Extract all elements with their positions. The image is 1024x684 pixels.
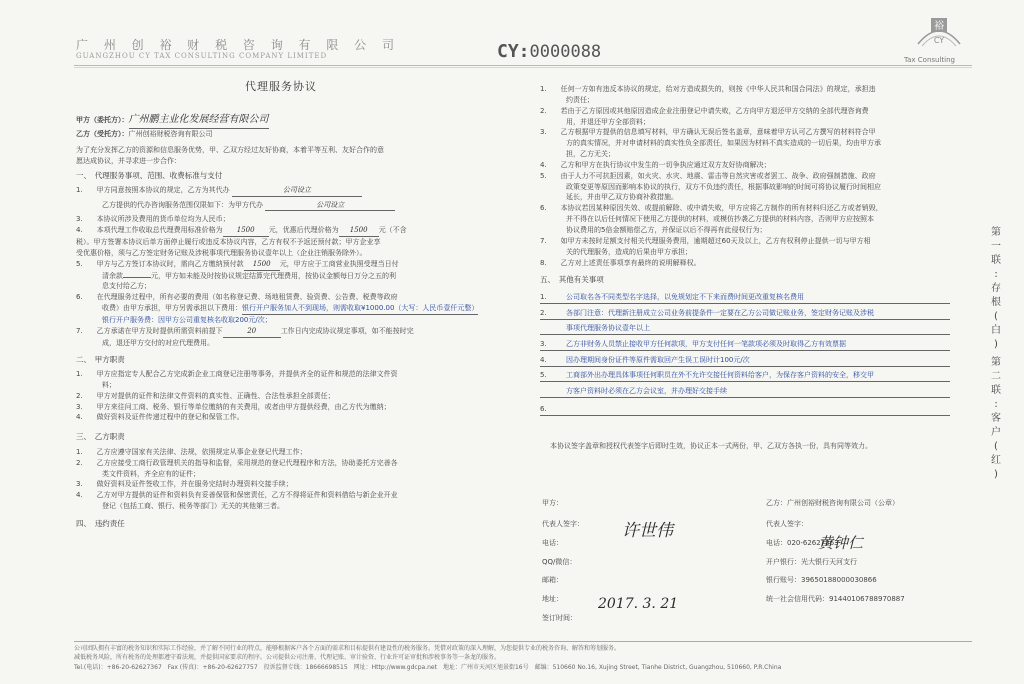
clause-1-4-a: 4. 本项代理工作收取总代理费用标准价格为	[76, 226, 223, 235]
side-char: 一	[991, 241, 1001, 252]
side-label-copy-1	[989, 226, 1003, 352]
party-b-label: 乙方（受托方）：	[76, 129, 129, 138]
clause-3-2-line-2: 类文件资料，齐全应有的证件；	[102, 469, 200, 478]
clause-5-6: 6.	[540, 404, 950, 416]
clause-5-2-text: 各部门注意：代理新注册成立公司业务前提条件一定要在乙方公司做记账业务，签定财务记账及涉税	[566, 308, 874, 317]
side-char: 第	[991, 357, 1001, 368]
logo-caption: Tax Consulting	[904, 56, 955, 64]
clause-1-5-hand: 1500	[244, 259, 280, 271]
footer-line-3: Tel.(电话)：+86-20-62627367 Fax (传真)：+86-20-62627757 投诉监督专线：18666698515 网址：Http://www.gdcpa.net 地址：广州市天河区旭景街16号 邮编：510660 No.16, Xujing Street, Tianhe District, Guangzhou, 510660, P.R.China	[74, 663, 782, 671]
clause-1-5-b: 元，甲方应于工商营业执照受理当日付	[279, 259, 399, 268]
party-b-value: 广州创裕财税咨询有限公司	[128, 129, 213, 138]
party-a-value: 广州鹏主业化发展经营有限公司	[129, 112, 269, 129]
clause-2-4: 4. 做好资料及证件传递过程中的登记和保管工作。	[76, 413, 244, 422]
qq-label: QQ/微信：	[542, 557, 577, 566]
clause-1-5-c: 清余款	[102, 271, 123, 280]
side-char: 存	[991, 283, 1001, 294]
clause-3-1: 1. 乙方应遵守国家有关法律、法规，依照规定从事企业登记代理工作；	[76, 447, 307, 456]
clause-4-6-line-3: 协议费用的5倍金额赔偿乙方，并保证以后不得再有此侵权行为；	[566, 225, 767, 234]
footer-line-1: 公司团队拥有丰富的税务知识和实际工作经验，并了解不同行业的特点，能够根据客户各个方面的需求和目标提供有建设性的税务服务。凭借对政策的深入理解，为您提供专业的税务咨询、解答和筹划服务。	[74, 645, 621, 652]
clause-1-4-c: 元（不含	[378, 226, 407, 235]
addr-label: 地址：	[542, 595, 563, 604]
date-label: 签订时间：	[542, 614, 577, 623]
clause-1-2-text: 乙方提供的代办咨询服务范围仅限如下：为甲方代办	[102, 200, 263, 209]
side-char: 户	[991, 427, 1001, 438]
clause-1-4-b: 元，优惠后代理价格为	[268, 226, 339, 235]
clause-1-5	[76, 259, 514, 271]
document-number	[497, 41, 601, 62]
clause-1-5-line-3: 息支付给乙方；	[102, 282, 151, 291]
mail-label: 邮箱：	[542, 576, 563, 585]
clause-3-3: 3. 做好资料及证件签收工作，并在服务完结时办理资料交接手续；	[76, 480, 293, 489]
intro-line-1: 为了充分发挥乙方的资源和信息服务优势，甲、乙双方经过友好协商，本着平等互利、友好合作的意	[76, 146, 384, 155]
clause-5-1-text: 公司取名各不同类型名字选择，以免规划定不下来而费时间更改重复核名费用	[566, 292, 804, 301]
side-char: 第	[991, 227, 1001, 238]
logo-glyph: 裕	[934, 21, 944, 32]
clause-5-5-line-2: 方客户资料时必须在乙方会议室，并办理好交接手续	[540, 386, 950, 398]
clause-1-2	[76, 200, 514, 212]
side-char: 联	[991, 385, 1001, 396]
clause-1-6: 6. 在代理服务过程中，所有必要的费用（如名称登记费、场地租赁费、验资费、公告费、税费等政府	[76, 293, 398, 302]
clause-1-4-line-3: 受优惠价格，须与乙方签定财务记账及涉税事项代理服务协议壹年以上（企业注销服务除外）。	[76, 248, 367, 257]
closing-statement: 本协议签字盖章和授权代表签字后即时生效，协议正本一式两份，甲、乙双方各执一份，具有同等效力。	[550, 442, 872, 451]
clause-3-4: 4. 乙方对甲方提供的证件和资料负有妥善保管和保密责任，乙方不得将证件和资料借给与新企业开业	[76, 491, 398, 500]
clause-1-2-hand: 公司设立	[265, 200, 395, 212]
clause-1-1-hand: 公司设立	[232, 185, 362, 197]
clause-1-4-hand-1: 1500	[223, 225, 269, 237]
clause-4-3-line-2: 方的真实情况，并对申请材料的真实性负全部责任，如果因为材料不真实造成的一切后果，均由甲方承	[566, 139, 881, 148]
company-name-en: GUANGZHOU CY TAX CONSULTING COMPANY LIMITED	[76, 52, 328, 60]
page-footer	[74, 641, 972, 672]
side-char: (	[994, 311, 998, 322]
clause-4-8: 8. 乙方对上述责任事项享有最终的说明解释权。	[540, 258, 701, 267]
header-rule-secondary	[74, 67, 972, 68]
side-char: 红	[991, 455, 1001, 466]
header-rule	[74, 65, 972, 66]
sig-b-label: 乙方：广州创裕财税咨询有限公司（公章）	[766, 499, 899, 507]
clause-5-5-text: 工商部外出办理具体事项任何职员在外不允许交接任何资料给客户，为保存客户资料的安全，移交甲	[566, 371, 874, 380]
clause-4-2-line-2: 用，并退还甲方全部资料；	[566, 117, 650, 126]
clause-1-7-hand: 20	[223, 326, 281, 338]
clause-1-6-line-3: 银行开户服务费：因甲方公司重复核名收取200元/次；	[102, 315, 272, 324]
side-char: 客	[991, 413, 1001, 424]
clause-1-6-line-2	[76, 303, 514, 315]
side-char: :	[994, 399, 998, 410]
clause-1-3: 3. 本协议所涉及费用的货币单位均为人民币；	[76, 215, 230, 224]
number-prefix: CY:	[497, 41, 530, 62]
signature-party-b	[766, 498, 972, 605]
side-char: :	[994, 269, 998, 280]
rep-a-label: 代表人签字：	[542, 519, 584, 528]
tel-a-label: 电话：	[542, 538, 563, 547]
section-2-heading: 二、 甲方职责	[76, 355, 125, 365]
clause-4-1: 1. 任何一方如有违反本协议的规定，给对方造成损失的，则按《中华人民共和国合同法》的规定，承担违	[540, 85, 876, 93]
agreement-title: 代理服务协议	[245, 80, 317, 93]
footer-line-2: 减低税务风险，所有税务的处理都遵守着法规，并提供国家要求的程序。公司提供公司注册、代理记账、审计验资、行业许可证审批和涉税事务等一条龙的服务。	[74, 654, 501, 662]
party-b-line	[76, 129, 514, 140]
company-name-cn: 广 州 创 裕 财 税 咨 询 有 限 公 司	[76, 38, 400, 52]
section-1-heading: 一、 代理服务事项、范围、收费标准与支付	[76, 171, 223, 181]
clause-5-3: 3. 乙方非财务人员禁止接收甲方任何款项，甲方支付任何一笔款项必须及时取得乙方有效票据	[540, 339, 950, 351]
clause-2-1-line-2: 料；	[102, 380, 116, 389]
intro-line-2: 愿达成协议，并寻求进一步合作：	[76, 157, 181, 166]
date-line	[542, 613, 742, 624]
side-char: 根	[991, 297, 1001, 308]
section-5-heading: 五、 其他有关事项	[540, 275, 604, 285]
left-column	[76, 112, 514, 530]
clause-1-7-b: 工作日内完成协议规定事项，如不能按时完	[280, 326, 414, 335]
clause-3-2: 2. 乙方应接受工商行政管理机关的指导和监督，采用规范的登记代理程序和方法，协助委托方完善各	[76, 458, 398, 467]
side-char: (	[994, 441, 998, 452]
clause-4-3: 3. 乙方根据甲方提供的信息填写材料，甲方确认无误后签名盖章，意味着甲方认可乙方撰写的材料符合甲	[540, 128, 876, 137]
clause-2-2: 2. 甲方对提供的证件和法律文件资料的真实性、正确性、合法性承担全部责任；	[76, 391, 335, 400]
clause-1-1-text: 1. 甲方同意按照本协议的规定，乙方为其代办	[76, 185, 230, 194]
clause-5-3-text: 乙方非财务人员禁止接收甲方任何款项，甲方支付任何一笔款项必须及时取得乙方有效票据	[566, 340, 846, 349]
clause-5-1: 1. 公司取名各不同类型名字选择，以免规划定不下来而费时间更改重复核名费用	[540, 292, 950, 304]
sig-a-label: 甲方：	[542, 499, 563, 507]
clause-1-5-a: 5. 甲方与乙方签订本协议时，需向乙方缴纳预付款	[76, 259, 244, 268]
right-column	[540, 84, 976, 452]
bank-label: 开户银行：光大银行天河支行	[766, 557, 857, 566]
clause-1-7-line-2: 成，退还甲方交付的对应代理费用。	[102, 338, 214, 347]
tel-b-label: 电话：020-62627363	[766, 538, 839, 547]
clause-1-6-note: 银行开户服务加人不到现场，则需收取¥1000.00（大写：人民币壹仟元整）	[242, 303, 478, 315]
clause-5-5: 5. 工商部外出办理具体事项任何职员在外不允许交接任何资料给客户，为保存客户资料的安全，移交甲	[540, 370, 950, 382]
side-label-copy-2	[989, 356, 1003, 482]
clause-5-2: 2. 各部门注意：代理新注册成立公司业务前提条件一定要在乙方公司做记账业务，签定财务记账及涉税	[540, 308, 950, 320]
clause-1-1	[76, 185, 514, 197]
party-a-line	[76, 112, 514, 129]
side-char: 联	[991, 255, 1001, 266]
clause-4-5: 5. 由于人力不可抗拒因素，如火灾、水灾、地震、雷击等自然灾害或者罢工、战争、政府强制措施、政府	[540, 171, 876, 180]
clause-4-2: 2. 若由于乙方原因或其他原因造成企业注册登记中请失败，乙方向甲方退还甲方交纳的全部代理咨询费	[540, 106, 869, 115]
number-value: 0000088	[529, 42, 602, 62]
clause-5-4-text: 因办理期间身份证件等原件需取回产生误工误时计100元/次	[566, 355, 750, 364]
clause-1-4-hand-2: 1500	[339, 225, 379, 237]
clause-4-4: 4. 乙方和甲方在执行协议中发生的一切争执应通过双方友好协商解决；	[540, 160, 771, 169]
clause-1-4	[76, 225, 514, 237]
signature-a-handwritten: 许世伟	[622, 521, 673, 541]
side-char: 二	[991, 371, 1001, 382]
clause-5-4: 4. 因办理期间身份证件等原件需取回产生误工误时计100元/次	[540, 355, 950, 367]
clause-2-1: 1. 甲方应指定专人配合乙方完成新企业工商登记注册等事务，并提供齐全的证件和规范的法律文件资	[76, 370, 398, 379]
clause-1-5-d: 元，甲方如未能及时按协议规定结算完代理费用，按协议金额每日万分之五的利	[151, 271, 396, 280]
clause-2-3: 3. 甲方来往问工商、税务、银行等单位缴纳的有关费用，或者由甲方提供经费，由乙方代为缴纳；	[76, 402, 391, 411]
clause-4-6: 6. 本协议若因某种原因失效、或提前解除、或中请失败，甲方应将乙方制作的所有材料归还乙方或者销毁，	[540, 204, 883, 213]
clause-5-2-line-2: 事项代理服务协议壹年以上	[540, 323, 950, 335]
clause-1-5-blank	[123, 277, 151, 278]
rep-b-label: 代表人签字：	[766, 519, 808, 528]
clause-4-7-line-2: 关的代理服务，造成的后果由甲方承担；	[566, 247, 692, 256]
side-char: )	[994, 469, 998, 480]
clause-1-7-a: 7. 乙方承诺在甲方及时提供所需资料前提下	[76, 326, 223, 335]
side-char: 白	[991, 325, 1001, 336]
section-3-heading: 三、 乙方职责	[76, 432, 125, 442]
clause-4-5-line-2: 政策变更等原因而影响本协议的执行，双方不负违约责任，根据事故影响的时间可将协议履行时间相应	[566, 182, 881, 191]
signing-date-handwritten: 2017. 3. 21	[598, 596, 679, 612]
clause-1-4-line-2: 税）。甲方签署本协议后单方面停止履行或违反本协议内容，乙方有权不予返还预付款；甲方企业享	[76, 238, 381, 247]
party-a-label: 甲方（委托方）：	[76, 116, 129, 124]
clause-4-3-line-3: 担，乙方无关；	[566, 150, 615, 159]
side-char: )	[994, 339, 998, 350]
clause-1-6-b: 收费）由甲方承担，甲方另需承担以下费用：	[102, 304, 242, 313]
credit-code-label: 统一社会信用代码：91440106788970887	[766, 595, 905, 604]
logo-cy: CY	[933, 36, 945, 45]
section-4-heading: 四、 违约责任	[76, 519, 125, 528]
company-logo-icon	[912, 14, 966, 54]
clause-4-7: 7. 如甲方未按时足额支付相关代理服务费用，逾期超过60天及以上，乙方有权利停止提供一切与甲方相	[540, 236, 871, 245]
clause-3-4-line-2: 登记（包括工商、银行、税务等部门）无关的其他第三者。	[102, 502, 284, 511]
clause-4-5-line-3: 延长，并由甲乙双方协商补救措施。	[566, 193, 678, 202]
clause-1-7	[76, 326, 514, 338]
account-label: 银行账号：39650188000030866	[766, 576, 877, 585]
clause-4-6-line-2: 并不得在以后任何情况下使用乙方提供的材料，或模仿抄袭乙方提供的材料内容，否则甲方应按照本	[566, 215, 874, 224]
signature-b-handwritten: 黄钟仁	[818, 534, 864, 552]
clause-1-5-line-2	[76, 271, 514, 282]
clause-4-1-line-2: 约责任；	[566, 95, 594, 104]
